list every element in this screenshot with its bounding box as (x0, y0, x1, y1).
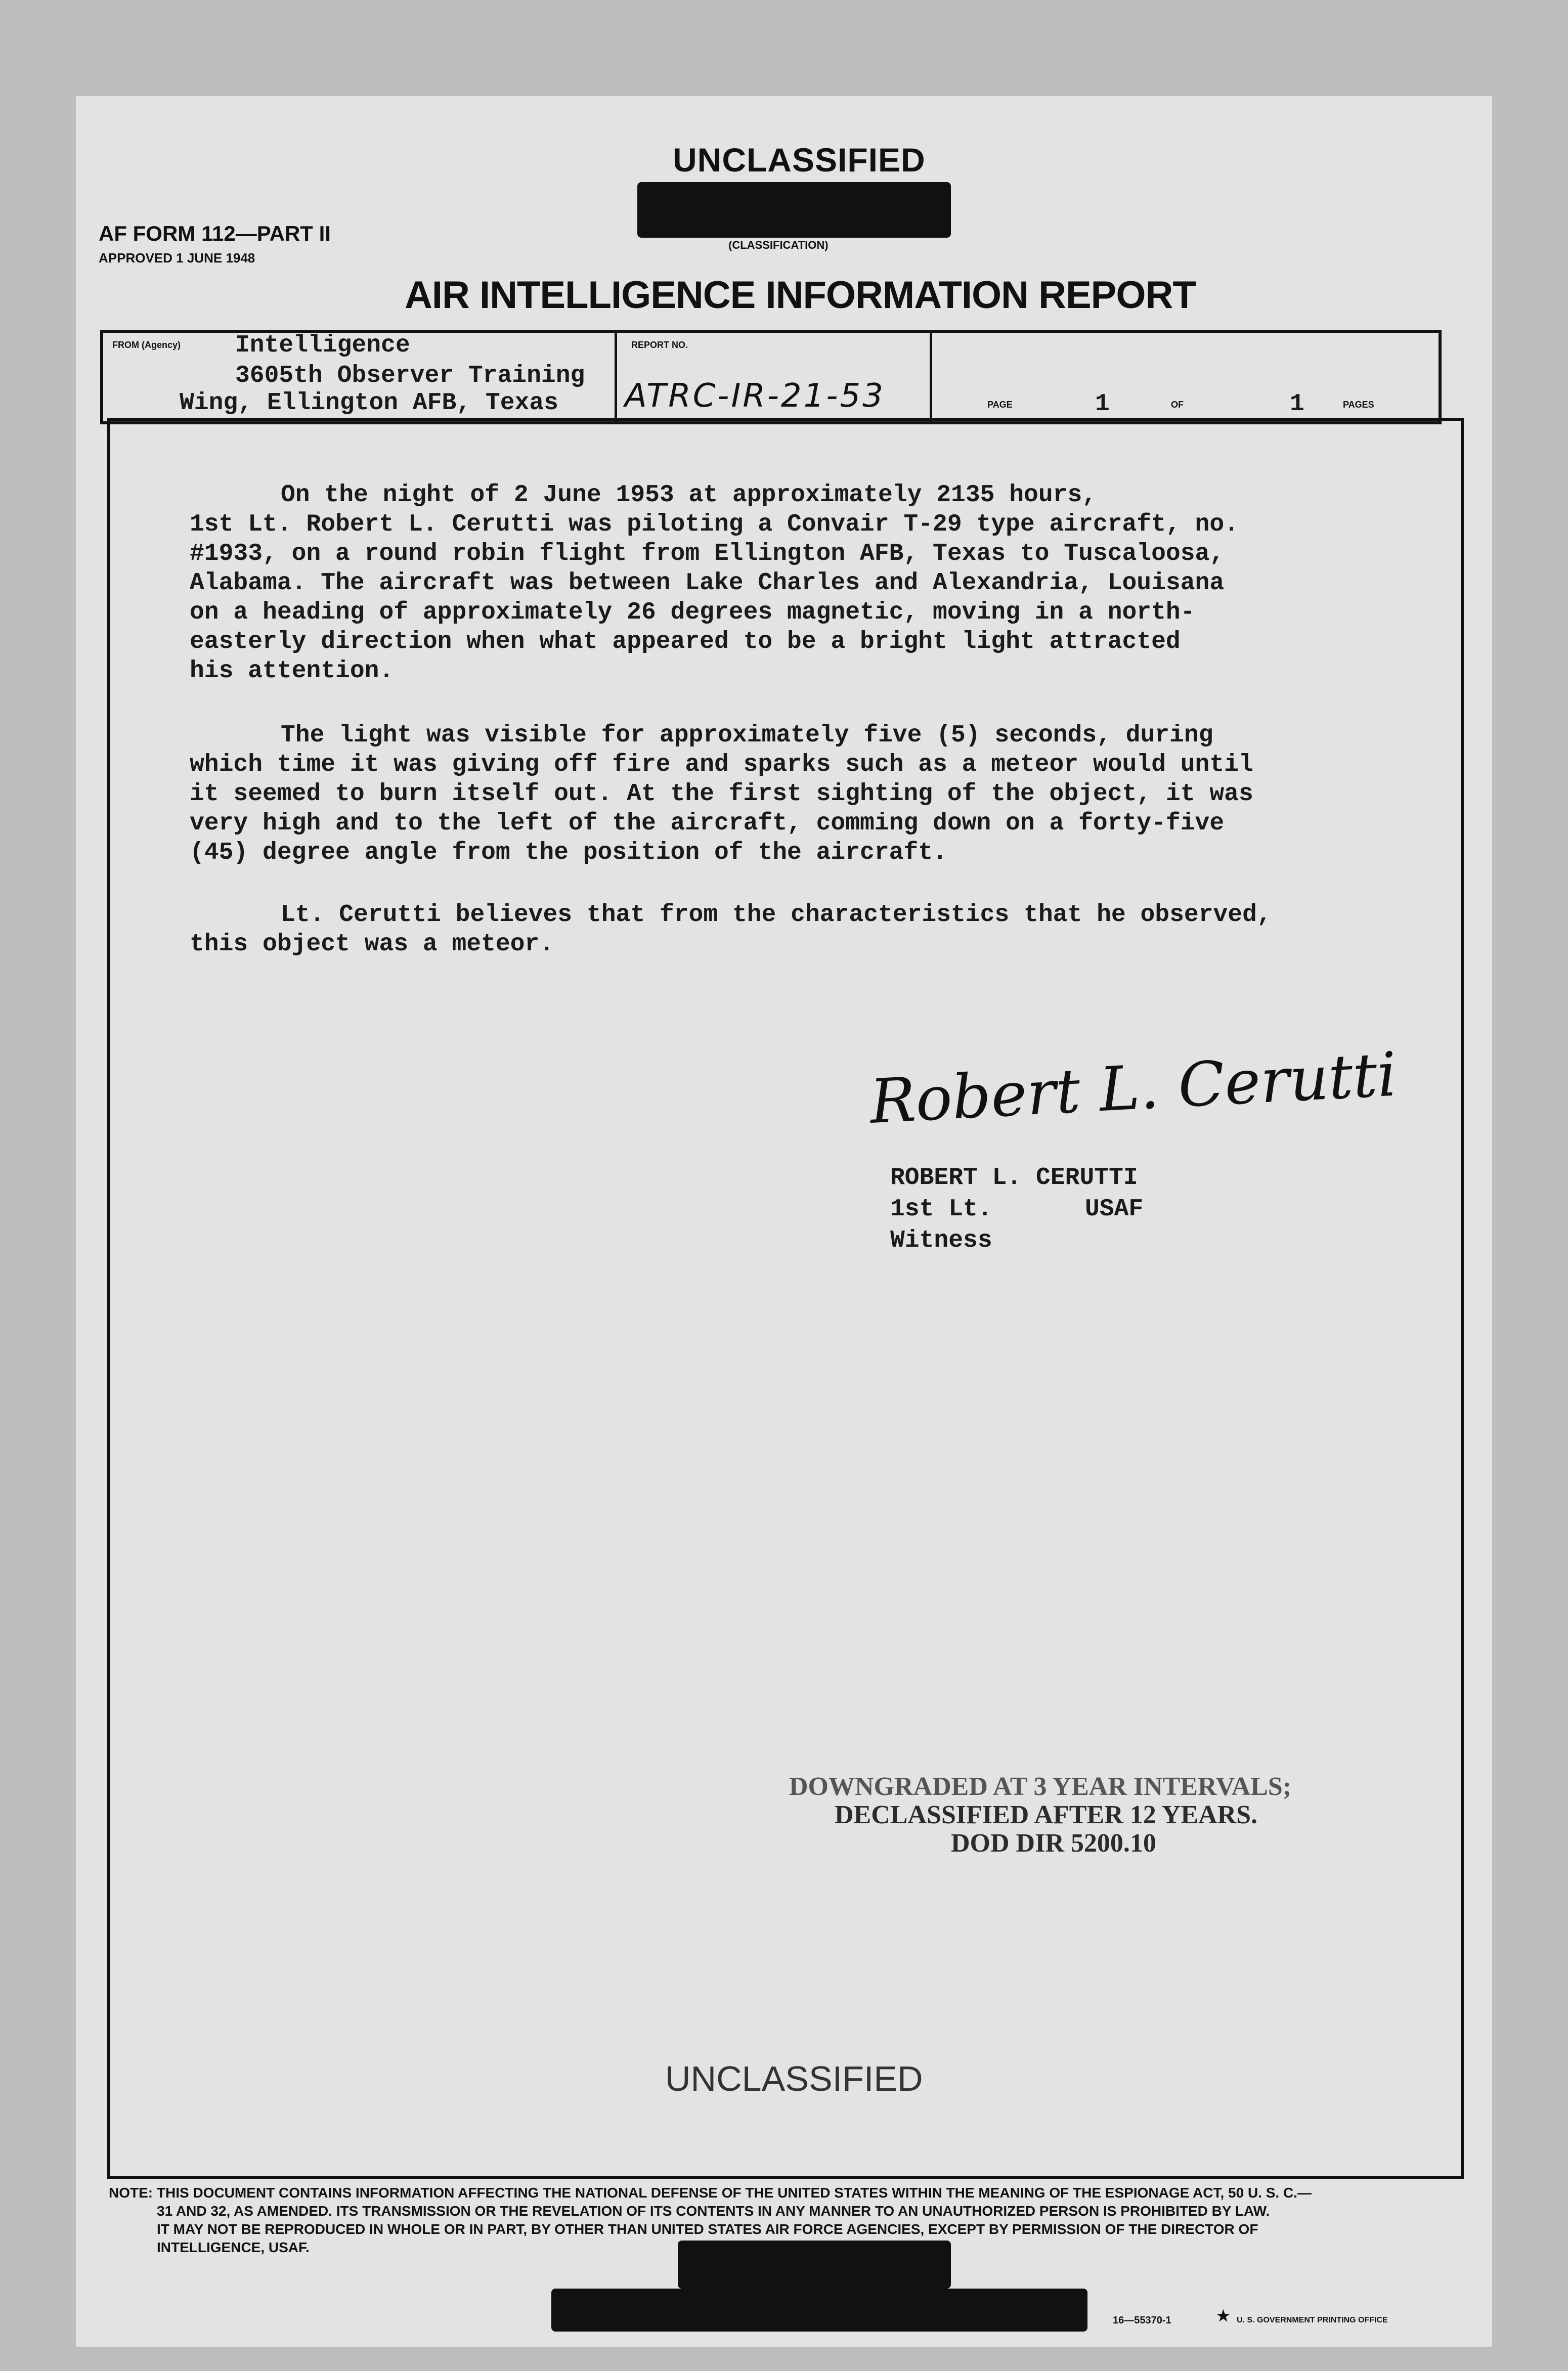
p3-line1: Lt. Cerutti believes that from the characteristics that he observed, (281, 901, 1272, 929)
p2-line2: which time it was giving off fire and sparks such as a meteor would until (190, 751, 1253, 778)
p2-line4: very high and to the left of the aircraft, comming down on a forty-five (190, 810, 1225, 837)
p1-line2: 1st Lt. Robert L. Cerutti was piloting a Convair T-29 type aircraft, no. (190, 511, 1239, 538)
redaction-bottom-1 (678, 2241, 951, 2289)
note-line2: 31 AND 32, AS AMENDED. ITS TRANSMISSION OR THE REVELATION OF ITS CONTENTS IN ANY MANNER TO AN UNAUTHORIZED PERSON IS PROHIBITED BY LAW. (157, 2203, 1270, 2219)
classification-bottom: UNCLASSIFIED (665, 2059, 923, 2098)
paragraph-2 (190, 721, 1353, 867)
signature-rank: 1st Lt. (890, 1196, 992, 1223)
signature-script: Robert L. Cerutti (868, 1039, 1399, 1137)
downgrade-line1: DOWNGRADED AT 3 YEAR INTERVALS; (789, 1772, 1292, 1801)
from-value-line2: 3605th Observer Training (235, 362, 585, 389)
report-title: AIR INTELLIGENCE INFORMATION REPORT (405, 274, 1196, 317)
paragraph-3 (190, 900, 1353, 959)
note-line3: IT MAY NOT BE REPRODUCED IN WHOLE OR IN PART, BY OTHER THAN UNITED STATES AIR FORCE AGENCIES, EXCEPT BY PERMISSION OF THE DIRECTOR OF (157, 2221, 1258, 2237)
form-id: AF FORM 112—PART II (99, 222, 331, 245)
p1-line7: his attention. (190, 657, 394, 685)
p1-line6: easterly direction when what appeared to be a bright light attracted (190, 628, 1181, 655)
p3-line2: this object was a meteor. (190, 931, 554, 958)
pages-label: PAGES (1343, 400, 1374, 410)
header-divider-1 (615, 330, 617, 421)
redaction-top (637, 182, 951, 238)
note-line1: NOTE: THIS DOCUMENT CONTAINS INFORMATION AFFECTING THE NATIONAL DEFENSE OF THE UNITED STATES WITHIN THE MEANING OF THE ESPIONAGE ACT, 50 U. S. C.— (109, 2185, 1312, 2201)
p1-line3: #1933, on a round robin flight from Ellington AFB, Texas to Tuscaloosa, (190, 540, 1225, 567)
from-value-line3: Wing, Ellington AFB, Texas (180, 389, 558, 417)
header-divider-2 (930, 330, 932, 421)
downgrade-line2: DECLASSIFIED AFTER 12 YEARS. (835, 1801, 1258, 1829)
paragraph-1 (190, 480, 1353, 686)
from-label: FROM (Agency) (112, 340, 181, 350)
note-label: NOTE: (109, 2185, 153, 2201)
printing-office: U. S. GOVERNMENT PRINTING OFFICE (1237, 2316, 1388, 2324)
p1-line4: Alabama. The aircraft was between Lake Charles and Alexandria, Louisana (190, 569, 1225, 597)
page-label: PAGE (987, 400, 1013, 410)
print-code: 16—55370-1 (1113, 2315, 1171, 2326)
p2-line5: (45) degree angle from the position of the aircraft. (190, 839, 947, 866)
of-label: OF (1171, 400, 1184, 410)
page-value: 1 (1095, 390, 1110, 418)
note-line4: INTELLIGENCE, USAF. (157, 2240, 310, 2255)
signature-name: ROBERT L. CERUTTI (890, 1164, 1138, 1192)
classification-label: (CLASSIFICATION) (728, 239, 829, 251)
downgrade-line3: DOD DIR 5200.10 (951, 1829, 1156, 1858)
p1-line1: On the night of 2 June 1953 at approximately 2135 hours, (281, 481, 1097, 509)
star-icon: ★ (1216, 2308, 1230, 2324)
form-approved: APPROVED 1 JUNE 1948 (99, 250, 255, 266)
of-value: 1 (1290, 390, 1304, 418)
from-value-line1: Intelligence (235, 332, 410, 359)
p2-line3: it seemed to burn itself out. At the first sighting of the object, it was (190, 780, 1253, 808)
downgrade-stamp (789, 1773, 1291, 1858)
p2-line1: The light was visible for approximately five (5) seconds, during (281, 722, 1213, 749)
p1-line5: on a heading of approximately 26 degrees magnetic, moving in a north- (190, 599, 1195, 626)
signature-service: USAF (1085, 1196, 1144, 1223)
classification-top: UNCLASSIFIED (673, 141, 926, 179)
report-no-value: ATRC-IR-21-53 (625, 377, 885, 415)
report-no-label: REPORT NO. (631, 340, 688, 350)
signature-role: Witness (890, 1227, 992, 1254)
redaction-bottom-2 (551, 2289, 1087, 2332)
